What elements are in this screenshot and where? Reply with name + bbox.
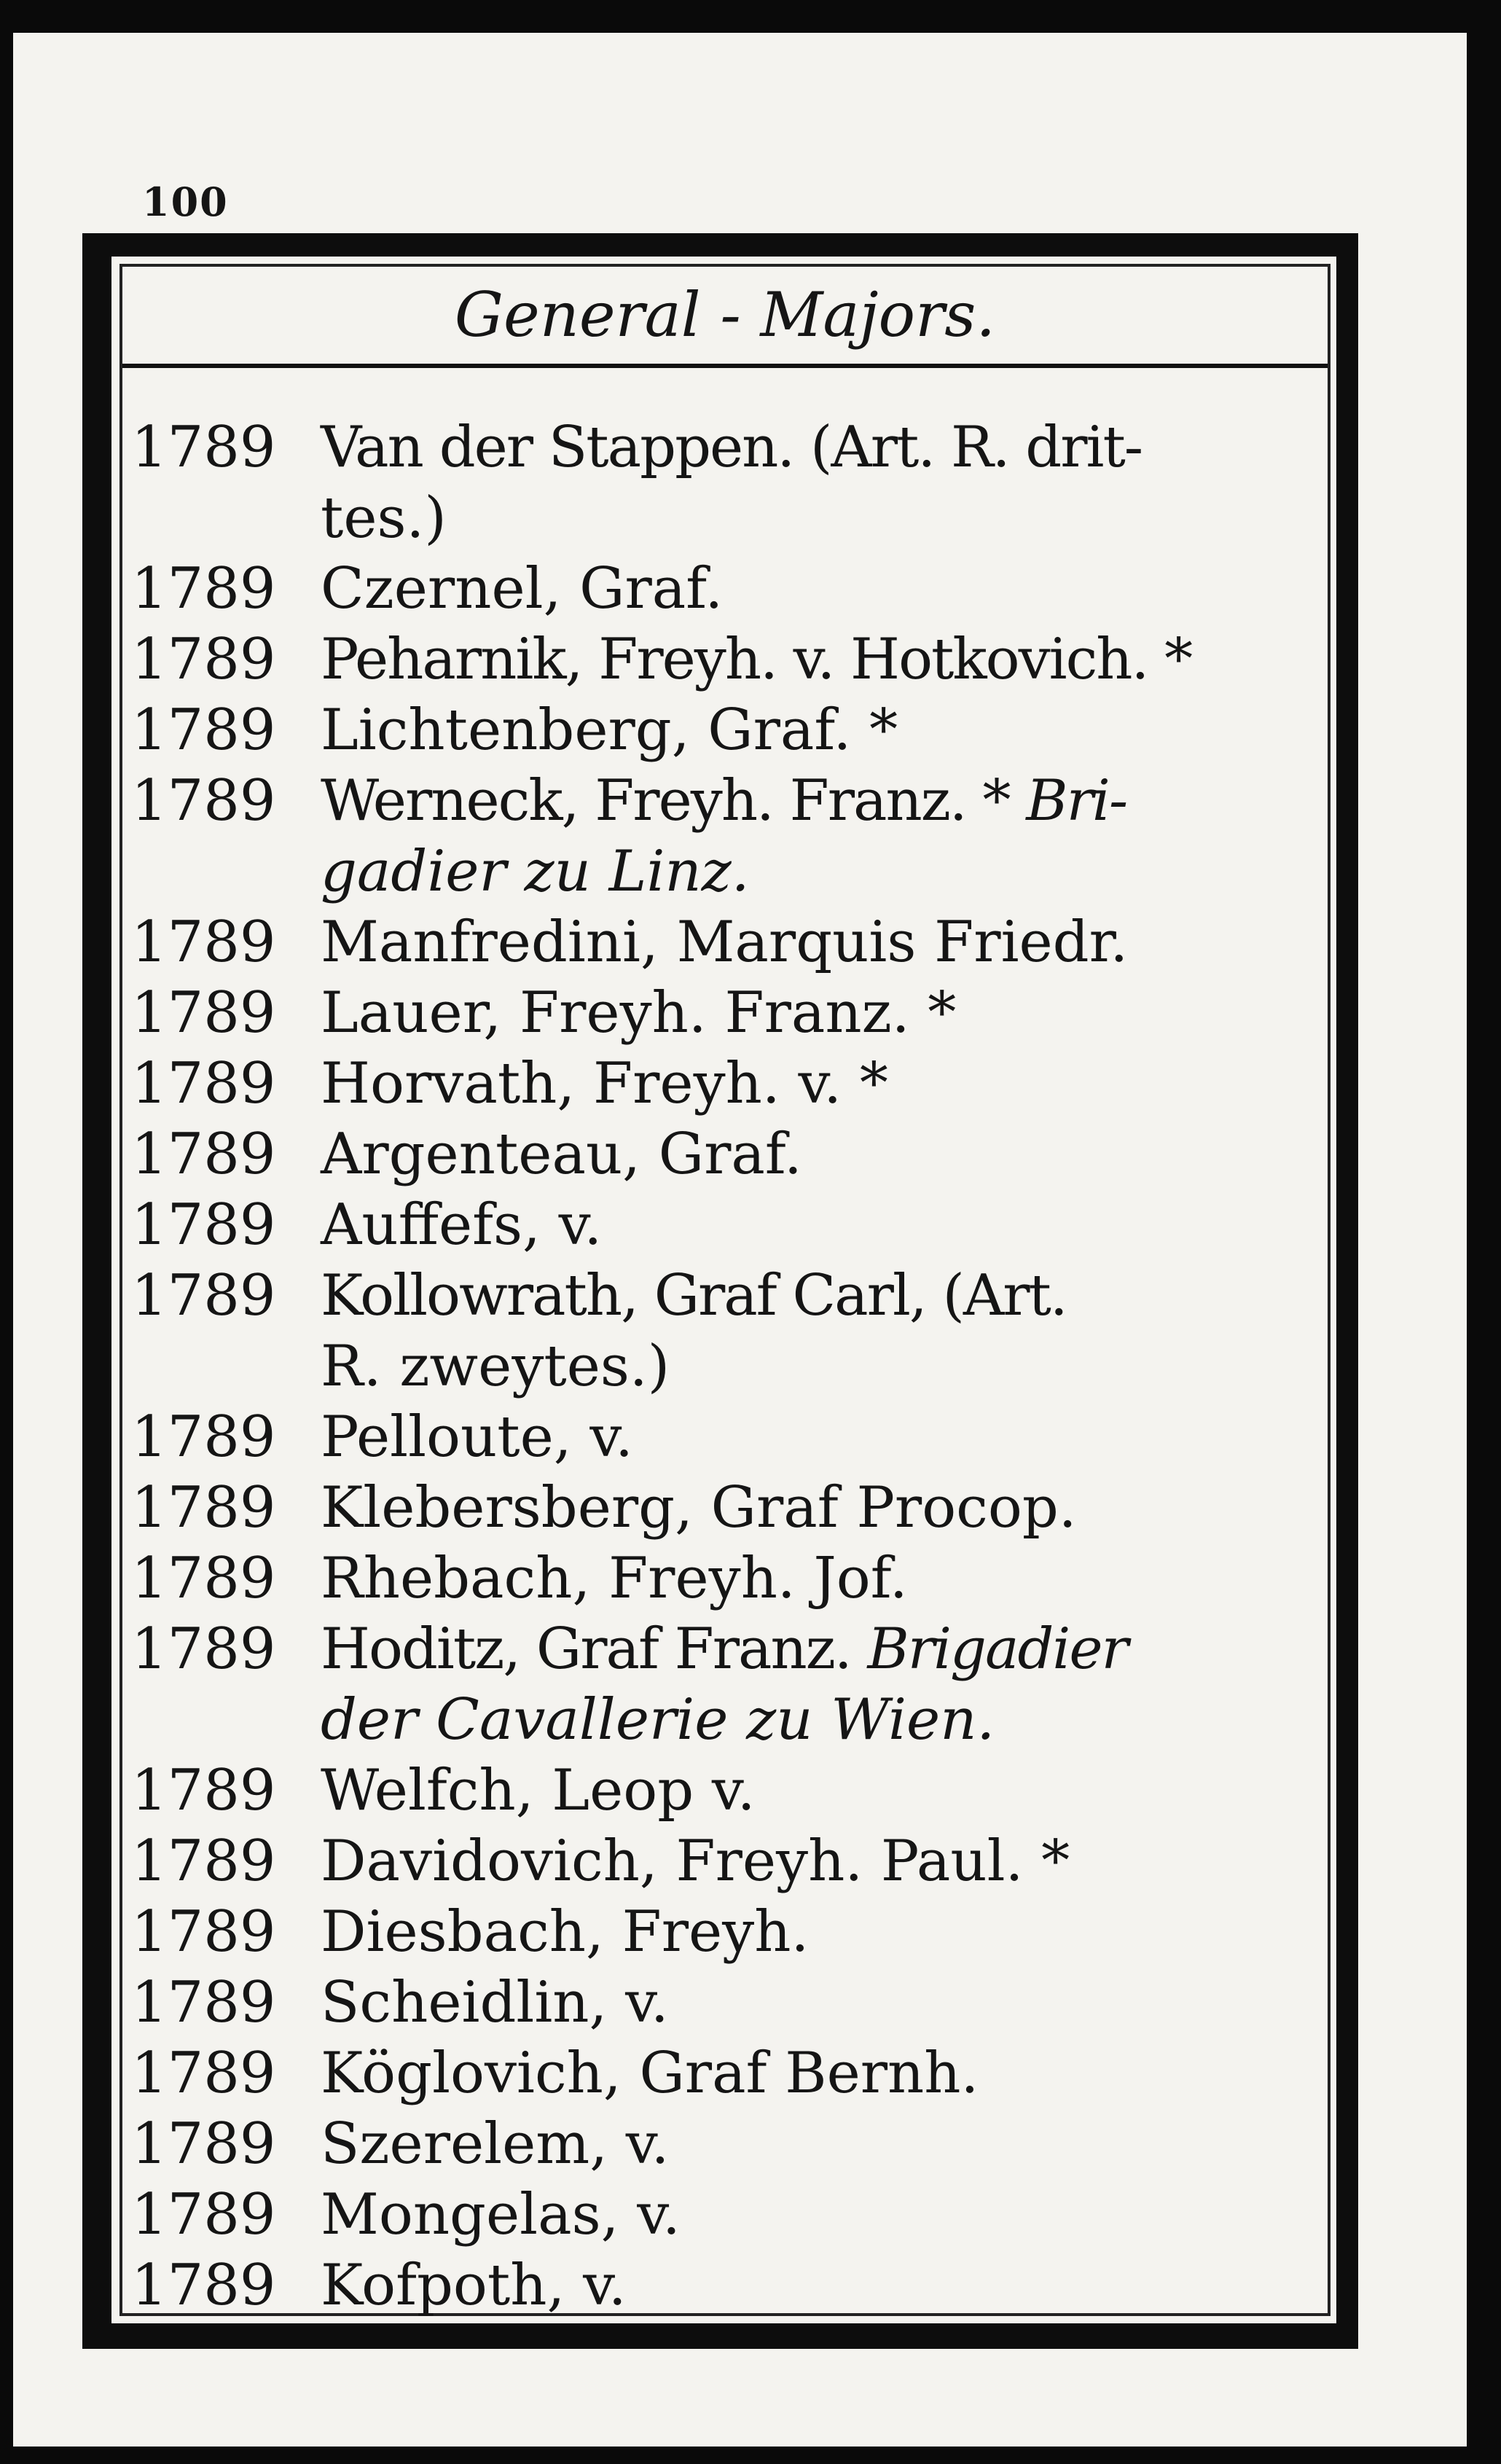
list-item [131,1473,1328,1544]
entry-line: Argenteau, Graf. [321,1122,802,1187]
entry-year: 1789 [131,1051,276,1116]
section-title: General - Majors. [122,267,1328,368]
entry-line: Davidovich, Freyh. Paul. * [321,1829,1070,1894]
entry-name [321,1544,1328,1614]
entry-year: 1789 [131,2182,276,2248]
entry-year: 1789 [131,1829,276,1894]
entry-line: Köglovich, Graf Bernh. [321,2041,979,2106]
list-item [131,978,1328,1049]
entry-name [321,1473,1328,1544]
entry-name [321,625,1328,695]
list-item [131,625,1328,695]
entry-name [321,1119,1328,1190]
entry-year: 1789 [131,1192,276,1258]
list-item [131,1614,1328,1756]
entry-year: 1789 [131,768,276,834]
entry-italic-text: Brigadier [867,1616,1127,1682]
entry-line: Diesbach, Freyh. [321,1899,810,1965]
entry-year: 1789 [131,1263,276,1329]
list-item [131,2109,1328,2180]
entry-name [321,1968,1328,2038]
page-frame [82,233,1358,2349]
entry-year: 1789 [131,1899,276,1965]
entry-name [321,978,1328,1049]
entry-line: Rhebach, Freyh. Jof. [321,1546,908,1611]
list-item [131,1968,1328,2038]
list-item [131,1826,1328,1897]
entry-year: 1789 [131,697,276,763]
entry-year: 1789 [131,556,276,622]
entry-line: Pelloute, v. [321,1404,633,1470]
entry-name [321,1897,1328,1968]
entry-line: Mongelas, v. [321,2182,681,2248]
list-item [131,412,1328,554]
entry-name [321,766,1328,907]
entry-year: 1789 [131,2041,276,2106]
entry-name [321,2250,1328,2321]
page-number: 100 [142,179,229,225]
entry-line: gadier zu Linz. [321,839,750,904]
list-item [131,1402,1328,1473]
entry-line: tes.) [321,485,447,551]
entry-year: 1789 [131,415,276,480]
entry-year: 1789 [131,1970,276,2035]
page-frame-inner [119,264,1330,2316]
entry-line: Klebersberg, Graf Procop. [321,1475,1077,1541]
entry-line: Horvath, Freyh. v. * [321,1051,888,1116]
entry-name [321,2109,1328,2180]
entry-line: Peharnik, Freyh. v. Hotkovich. * [321,627,1192,692]
entry-name [321,1402,1328,1473]
entry-name [321,695,1328,766]
list-item [131,554,1328,625]
list-item [131,2250,1328,2321]
list-item [131,695,1328,766]
list-item [131,1756,1328,1826]
entry-year: 1789 [131,1404,276,1470]
list-item [131,907,1328,978]
entry-name [321,1190,1328,1261]
entry-year: 1789 [131,1616,276,1682]
entry-line: Czernel, Graf. [321,556,724,622]
entry-name [321,907,1328,978]
entry-line [321,766,1328,837]
entry-line: Kofpoth, v. [321,2253,627,2318]
entry-line: Kollowrath, Graf Carl, (Art. [321,1263,1067,1329]
list-item [131,1190,1328,1261]
entry-name [321,1049,1328,1119]
entry-line: Scheidlin, v. [321,1970,669,2035]
list-item [131,766,1328,907]
entry-year: 1789 [131,2253,276,2318]
entry-name [321,1826,1328,1897]
entry-line: der Cavallerie zu Wien. [321,1687,995,1753]
entry-name [321,1614,1328,1756]
entry-year: 1789 [131,980,276,1046]
officer-list [131,412,1328,2321]
entry-line-text: Werneck, Freyh. Franz. * [321,768,1027,834]
entry-line: R. zweytes.) [321,1334,670,1399]
entry-year: 1789 [131,1546,276,1611]
list-item [131,1261,1328,1402]
entry-name [321,1756,1328,1826]
list-item [131,2038,1328,2109]
entry-line: Lauer, Freyh. Franz. * [321,980,957,1046]
book-page [13,33,1467,2447]
entry-line: Welfch, Leop v. [321,1758,756,1823]
entry-line: Van der Stappen. (Art. R. drit- [321,415,1143,480]
list-item [131,2180,1328,2250]
entry-line [321,1614,1328,1685]
entry-name [321,1261,1328,1402]
entry-name [321,2038,1328,2109]
entry-year: 1789 [131,1758,276,1823]
entry-line: Lichtenberg, Graf. * [321,697,898,763]
entry-line: Manfredini, Marquis Friedr. [321,910,1129,975]
entry-line: Auffefs, v. [321,1192,603,1258]
list-item [131,1119,1328,1190]
list-item [131,1049,1328,1119]
entry-year: 1789 [131,1122,276,1187]
entry-name [321,412,1328,554]
entry-name [321,2180,1328,2250]
entry-line: Szerelem, v. [321,2111,670,2177]
list-item [131,1897,1328,1968]
entry-year: 1789 [131,910,276,975]
entry-italic-text: Bri- [1026,768,1127,834]
entry-year: 1789 [131,627,276,692]
list-item [131,1544,1328,1614]
entry-year: 1789 [131,2111,276,2177]
entry-name [321,554,1328,625]
entry-line-text: Hoditz, Graf Franz. [321,1616,868,1682]
entry-year: 1789 [131,1475,276,1541]
